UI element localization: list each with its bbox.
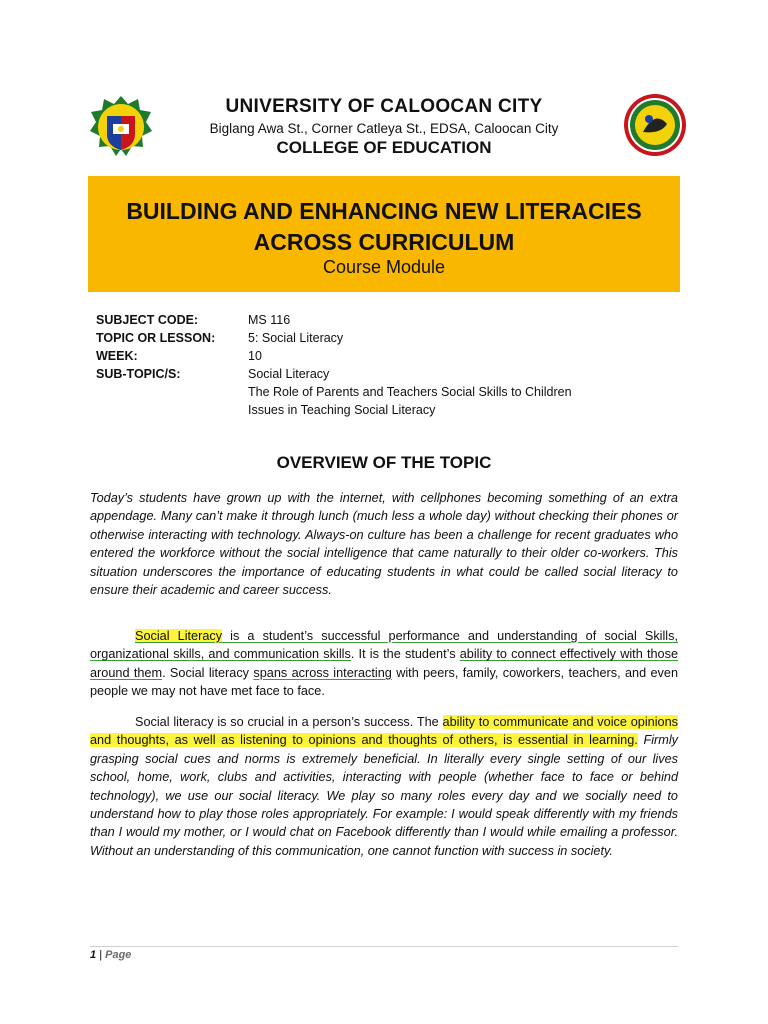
paragraph-text: with peers, family, coworkers, teachers, and even people we may not have met face to face. [90,665,679,699]
module-title-line-2: ACROSS CURRICULUM [253,229,515,255]
paragraph-text: . It is the student’s [350,647,460,662]
info-row [96,365,572,383]
highlighted-text: ability to communicate and voice opinions and thoughts, as well as listening to opinions and thoughts of others, is essential in learning. [90,715,678,748]
university-name: UNIVERSITY OF CALOOCAN CITY [225,96,543,117]
info-value: 5: Social Literacy [248,331,344,345]
underlined-text: spans across interacting [253,665,392,680]
info-label: SUBJECT CODE: [96,313,199,327]
info-row [96,383,572,401]
overview-paragraph-2 [90,627,678,701]
paragraph-text: . Social literacy [162,665,254,680]
paragraph-text: Social literacy is so crucial in a person’s success. The [135,715,443,729]
info-row [96,329,572,347]
overview-heading: OVERVIEW OF THE TOPIC [276,453,492,472]
info-label: WEEK: [96,349,138,363]
module-title [88,196,680,258]
info-value: Issues in Teaching Social Literacy [248,403,436,417]
info-row [96,401,572,419]
paragraph-text: Firmly grasping social cues and norms is extremely beneficial. In literally every single setting of our lives school, home, work, clubs and activities, interacting with people (whether face to face or behind technology), we use our social literacy. We play so many roles every day and we socially need to understand how to play those roles appropriately. For example: I would speak differently with my friends than I would my mother, or I would chat on Facebook differently than I would while emailing a professor. Without an understanding of this communication, one cannot function with success in society. [90,733,678,858]
info-label: SUB-TOPIC/S: [96,367,181,381]
info-value: Social Literacy [248,367,330,381]
footer-divider [90,946,678,947]
info-value: The Role of Parents and Teachers Social Skills to Children [248,385,572,399]
university-address: Biglang Awa St., Corner Catleya St., EDSA, Caloocan City [209,121,559,136]
title-banner [88,176,680,292]
underlined-text: ability to connect effectively with those around them [90,647,678,680]
subject-info-table [96,311,572,419]
info-row [96,311,572,329]
page-number: 1 [90,949,97,961]
underlined-text: is a student’s successful performance and understanding of social Skills, organizational skills, and communication skills [90,629,678,662]
info-label [96,383,248,401]
info-value: 10 [248,349,262,363]
college-name: COLLEGE OF EDUCATION [276,138,492,157]
overview-paragraph-1: Today’s students have grown up with the internet, with cellphones becoming something of an extra appendage. Many can’t make it through lunch (much less a whole day) without checking their phones or otherwise interacting with technology. Always-on culture has been a challenge for recent graduates who entered the workforce without the social intelligence that came naturally to their older co-workers. This situation underscores the importance of educating students in what could be called social literacy to ensure their academic and career success. [90,491,678,598]
highlighted-term: Social Literacy [135,629,223,643]
info-label [96,401,248,419]
page-label: Page [105,949,132,961]
info-row [96,347,572,365]
page-footer [90,949,131,961]
footer-separator: | [96,949,106,961]
module-title-line-1: BUILDING AND ENHANCING NEW LITERACIES [126,198,642,224]
info-value: MS 116 [248,313,291,327]
info-label: TOPIC OR LESSON: [96,331,216,345]
module-subtitle: Course Module [322,257,446,277]
overview-paragraph-3 [90,713,678,860]
